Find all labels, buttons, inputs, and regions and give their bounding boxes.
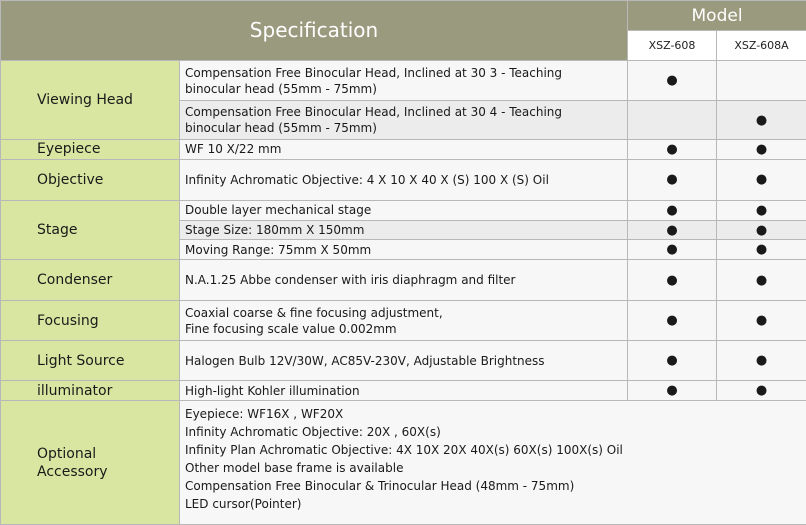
availability-xsz-608a: ● [717,220,806,239]
availability-xsz-608: ● [628,160,717,201]
category-label: Viewing Head [1,60,180,139]
category-label: illuminator [1,380,180,400]
availability-xsz-608a: ● [717,101,806,140]
availability-xsz-608: ● [628,60,717,101]
spec-description [180,101,628,140]
availability-xsz-608: ● [628,240,717,260]
availability-xsz-608a: ● [717,240,806,260]
availability-xsz-608a [717,60,806,101]
spec-line: Compensation Free Binocular Head, Inclined at 30 4 - Teaching [185,105,563,120]
spec-line: Stage Size: 180mm X 150mm [185,223,365,237]
spec-line: Fine focusing scale value 0.002mm [185,321,397,336]
category-label: Condenser [1,260,180,301]
spec-line: Infinity Achromatic Objective: 4 X 10 X 40 X (S) 100 X (S) Oil [185,172,549,187]
availability-xsz-608: ● [628,139,717,159]
category-label-optional [1,401,180,525]
spec-line: Coaxial coarse & fine focusing adjustment, [185,305,443,320]
table-row [1,139,806,159]
spec-line: binocular head (55mm - 75mm) [185,121,377,136]
availability-xsz-608: ● [628,300,717,341]
availability-xsz-608a: ● [717,300,806,341]
spec-line: WF 10 X/22 mm [185,142,282,157]
availability-xsz-608 [628,101,717,140]
availability-xsz-608a: ● [717,200,806,220]
spec-line: Double layer mechanical stage [185,203,372,218]
spec-line: Moving Range: 75mm X 50mm [185,242,372,257]
spec-description [180,380,628,400]
optional-accessory-item: LED cursor(Pointer) [185,497,302,512]
model-header: Model [628,1,806,31]
availability-xsz-608: ● [628,341,717,381]
table-row [1,341,806,381]
optional-accessory-item: Other model base frame is available [185,461,404,476]
table-row [1,380,806,400]
table-row [1,401,806,525]
availability-xsz-608a: ● [717,341,806,381]
table-row [1,160,806,201]
spec-description [180,139,628,159]
category-label: Light Source [1,341,180,381]
optional-accessory-item: Infinity Plan Achromatic Objective: 4X 10X 20X 40X(s) 60X(s) 100X(s) Oil [185,443,623,458]
table-row [1,260,806,301]
table-row [1,200,806,220]
spec-line: Halogen Bulb 12V/30W, AC85V-230V, Adjustable Brightness [185,353,545,368]
availability-xsz-608a: ● [717,139,806,159]
spec-description [180,220,628,239]
model-xsz-608: XSZ-608 [628,31,717,60]
optional-accessory-item: Compensation Free Binocular & Trinocular Head (48mm - 75mm) [185,479,575,494]
availability-xsz-608: ● [628,200,717,220]
category-line: Optional [37,445,97,462]
category-label: Stage [1,200,180,260]
spec-description [180,240,628,260]
availability-xsz-608a: ● [717,260,806,301]
optional-accessory-item: Eyepiece: WF16X , WF20X [185,407,344,422]
availability-xsz-608: ● [628,260,717,301]
spec-line: binocular head (55mm - 75mm) [185,81,377,96]
model-xsz-608a: XSZ-608A [717,31,806,60]
spec-description [180,200,628,220]
table-row [1,300,806,341]
category-label: Focusing [1,300,180,341]
table-row [1,60,806,101]
availability-xsz-608a: ● [717,160,806,201]
spec-description [180,300,628,341]
spec-description [180,341,628,381]
category-label: Eyepiece [1,139,180,159]
spec-line: Compensation Free Binocular Head, Inclined at 30 3 - Teaching [185,65,563,80]
optional-accessory-item: Infinity Achromatic Objective: 20X , 60X(s) [185,425,441,440]
spec-line: N.A.1.25 Abbe condenser with iris diaphragm and filter [185,273,516,288]
optional-accessory-list [180,401,806,525]
category-line: Accessory [37,463,108,480]
category-label: Objective [1,160,180,201]
spec-description [180,160,628,201]
availability-xsz-608a: ● [717,380,806,400]
spec-line: High-light Kohler illumination [185,383,360,398]
spec-description [180,60,628,101]
spec-description [180,260,628,301]
availability-xsz-608: ● [628,220,717,239]
availability-xsz-608: ● [628,380,717,400]
specification-header: Specification [1,1,628,61]
